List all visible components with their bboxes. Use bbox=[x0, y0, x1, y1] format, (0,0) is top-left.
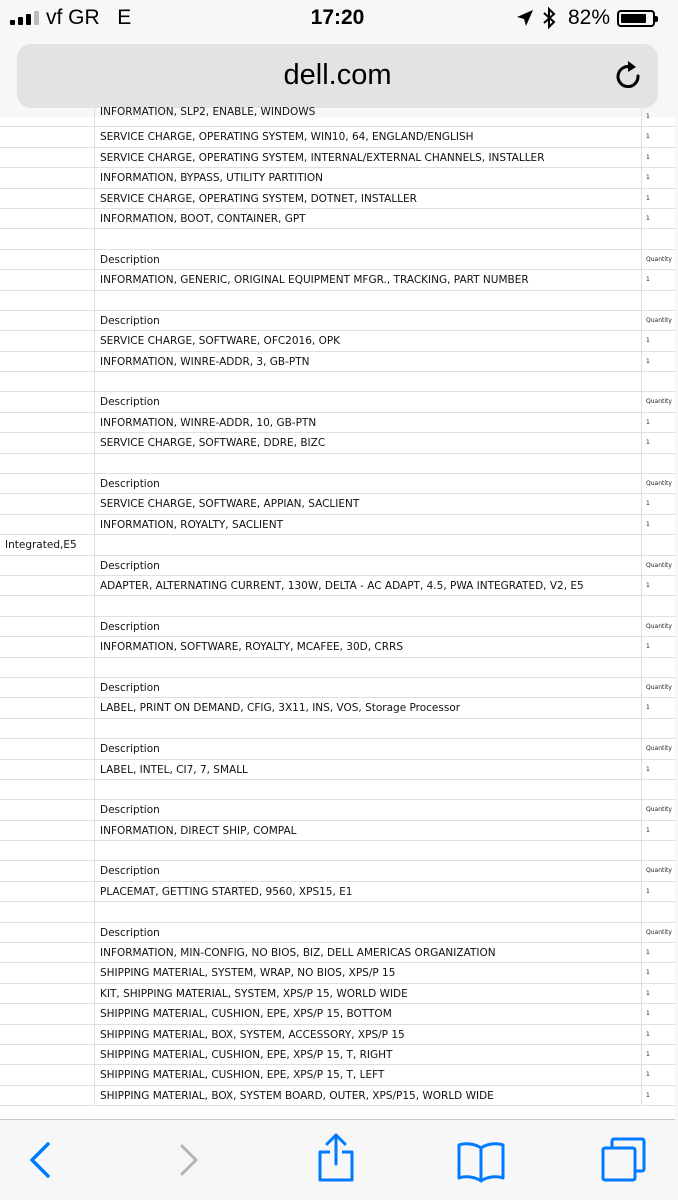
description-cell: INFORMATION, WINRE-ADDR, 3, GB-PTN bbox=[96, 352, 642, 371]
table-row bbox=[0, 1004, 675, 1024]
table-row bbox=[0, 433, 675, 453]
row-label-cell bbox=[0, 719, 95, 738]
chevron-right-icon[interactable] bbox=[176, 1138, 204, 1182]
quantity-cell: Quantity bbox=[646, 480, 672, 488]
description-cell: SERVICE CHARGE, SOFTWARE, APPIAN, SACLIENT bbox=[96, 494, 642, 513]
quantity-cell: 1 bbox=[646, 337, 650, 345]
row-label-cell bbox=[0, 474, 95, 493]
description-cell: INFORMATION, DIRECT SHIP, COMPAL bbox=[96, 821, 642, 840]
description-cell: INFORMATION, WINRE-ADDR, 10, GB-PTN bbox=[96, 413, 642, 432]
row-label-cell bbox=[0, 821, 95, 840]
parts-table bbox=[0, 107, 675, 1106]
description-cell: INFORMATION, BYPASS, UTILITY PARTITION bbox=[96, 168, 642, 187]
row-label-cell bbox=[0, 392, 95, 411]
quantity-cell: 1 bbox=[646, 887, 650, 895]
table-row bbox=[0, 515, 675, 535]
row-label-cell: Integrated,E5 bbox=[0, 535, 95, 554]
row-label-cell bbox=[0, 1045, 95, 1064]
row-label-cell bbox=[0, 331, 95, 350]
table-row bbox=[0, 148, 675, 168]
table-row bbox=[0, 576, 675, 596]
description-cell: SERVICE CHARGE, SOFTWARE, DDRE, BIZC bbox=[96, 433, 642, 452]
row-label-cell bbox=[0, 270, 95, 289]
quantity-cell: Quantity bbox=[646, 806, 672, 814]
row-label-cell bbox=[0, 596, 95, 615]
table-header-row bbox=[0, 800, 675, 820]
table-header-row bbox=[0, 311, 675, 331]
quantity-cell: 1 bbox=[646, 1071, 650, 1079]
quantity-cell: Quantity bbox=[646, 867, 672, 875]
description-cell: SHIPPING MATERIAL, SYSTEM, WRAP, NO BIOS, XPS/P 15 bbox=[96, 963, 642, 982]
table-header-row bbox=[0, 556, 675, 576]
row-label-cell bbox=[0, 291, 95, 310]
row-label-cell bbox=[0, 780, 95, 799]
table-row bbox=[0, 637, 675, 657]
quantity-cell bbox=[643, 719, 678, 738]
description-cell bbox=[96, 902, 642, 921]
row-label-cell bbox=[0, 127, 95, 146]
description-cell: INFORMATION, SLP2, ENABLE, WINDOWS bbox=[96, 107, 642, 126]
description-cell: SERVICE CHARGE, OPERATING SYSTEM, WIN10, 64, ENGLAND/ENGLISH bbox=[96, 127, 642, 146]
quantity-cell: Quantity bbox=[646, 622, 672, 630]
quantity-cell bbox=[643, 454, 678, 473]
quantity-cell: 1 bbox=[646, 581, 650, 589]
table-header-row bbox=[0, 392, 675, 412]
description-cell bbox=[96, 719, 642, 738]
network-type: E bbox=[117, 6, 132, 29]
url-text[interactable]: dell.com bbox=[283, 59, 392, 91]
row-label-cell bbox=[0, 943, 95, 962]
table-header-row bbox=[0, 474, 675, 494]
table-row bbox=[0, 1025, 675, 1045]
description-cell: SHIPPING MATERIAL, BOX, SYSTEM BOARD, OUTER, XPS/P15, WORLD WIDE bbox=[96, 1086, 642, 1105]
quantity-cell: 1 bbox=[646, 357, 650, 365]
table-row bbox=[0, 352, 675, 372]
row-label-cell bbox=[0, 372, 95, 391]
description-cell: Description bbox=[96, 474, 642, 493]
row-label-cell bbox=[0, 515, 95, 534]
row-label-cell bbox=[0, 1065, 95, 1084]
share-icon[interactable] bbox=[316, 1132, 356, 1184]
row-label-cell bbox=[0, 556, 95, 575]
quantity-cell: 1 bbox=[646, 765, 650, 773]
table-row bbox=[0, 821, 675, 841]
quantity-cell: 1 bbox=[646, 418, 650, 426]
table-header-row bbox=[0, 923, 675, 943]
quantity-cell: 1 bbox=[646, 214, 650, 222]
description-cell: Description bbox=[96, 678, 642, 697]
description-cell bbox=[96, 780, 642, 799]
row-label-cell bbox=[0, 413, 95, 432]
row-label-cell bbox=[0, 311, 95, 330]
description-cell bbox=[96, 535, 642, 554]
description-cell bbox=[96, 454, 642, 473]
description-cell: LABEL, INTEL, CI7, 7, SMALL bbox=[96, 760, 642, 779]
description-cell: Description bbox=[96, 739, 642, 758]
quantity-cell: Quantity bbox=[646, 255, 672, 263]
quantity-cell bbox=[643, 902, 678, 921]
quantity-cell: 1 bbox=[646, 153, 650, 161]
quantity-cell: 1 bbox=[646, 174, 650, 182]
description-cell: ADAPTER, ALTERNATING CURRENT, 130W, DELTA - AC ADAPT, 4.5, PWA INTEGRATED, V2, E5 bbox=[96, 576, 642, 595]
battery-fill bbox=[621, 14, 646, 23]
table-row bbox=[0, 1065, 675, 1085]
quantity-cell: 1 bbox=[646, 1030, 650, 1038]
description-cell: LABEL, PRINT ON DEMAND, CFIG, 3X11, INS, VOS, Storage Processor bbox=[96, 698, 642, 717]
table-header-row bbox=[0, 861, 675, 881]
description-cell: INFORMATION, SOFTWARE, ROYALTY, MCAFEE, 30D, CRRS bbox=[96, 637, 642, 656]
description-cell: SERVICE CHARGE, OPERATING SYSTEM, DOTNET, INSTALLER bbox=[96, 189, 642, 208]
quantity-cell: Quantity bbox=[646, 745, 672, 753]
table-row bbox=[0, 719, 675, 739]
row-label-cell bbox=[0, 760, 95, 779]
row-label-cell bbox=[0, 1025, 95, 1044]
row-label-cell bbox=[0, 658, 95, 677]
table-row bbox=[0, 209, 675, 229]
quantity-cell: 1 bbox=[646, 500, 650, 508]
quantity-cell bbox=[643, 291, 678, 310]
quantity-cell: Quantity bbox=[646, 561, 672, 569]
description-cell: Description bbox=[96, 311, 642, 330]
quantity-cell: 1 bbox=[646, 194, 650, 202]
table-header-row bbox=[0, 250, 675, 270]
table-row bbox=[0, 943, 675, 963]
description-cell: PLACEMAT, GETTING STARTED, 9560, XPS15, E1 bbox=[96, 882, 642, 901]
row-label-cell bbox=[0, 433, 95, 452]
table-header-row bbox=[0, 739, 675, 759]
address-bar[interactable] bbox=[17, 44, 658, 108]
description-cell: INFORMATION, MIN-CONFIG, NO BIOS, BIZ, DELL AMERICAS ORGANIZATION bbox=[96, 943, 642, 962]
chevron-left-icon[interactable] bbox=[26, 1138, 54, 1182]
table-row bbox=[0, 658, 675, 678]
description-cell: SHIPPING MATERIAL, CUSHION, EPE, XPS/P 15, BOTTOM bbox=[96, 1004, 642, 1023]
description-cell bbox=[96, 229, 642, 248]
row-label-cell bbox=[0, 841, 95, 860]
quantity-cell: Quantity bbox=[646, 928, 672, 936]
row-label-cell bbox=[0, 250, 95, 269]
row-label-cell bbox=[0, 494, 95, 513]
row-label-cell bbox=[0, 189, 95, 208]
table-row bbox=[0, 535, 675, 555]
quantity-cell bbox=[643, 780, 678, 799]
quantity-cell: 1 bbox=[646, 113, 650, 120]
description-cell: SHIPPING MATERIAL, CUSHION, EPE, XPS/P 15, T, LEFT bbox=[96, 1065, 642, 1084]
description-cell: INFORMATION, GENERIC, ORIGINAL EQUIPMENT MFGR., TRACKING, PART NUMBER bbox=[96, 270, 642, 289]
row-label-cell bbox=[0, 678, 95, 697]
quantity-cell bbox=[643, 229, 678, 248]
table-row bbox=[0, 229, 675, 249]
quantity-cell: 1 bbox=[646, 1091, 650, 1099]
table-row bbox=[0, 841, 675, 861]
description-cell: SHIPPING MATERIAL, CUSHION, EPE, XPS/P 15, T, RIGHT bbox=[96, 1045, 642, 1064]
row-label-cell bbox=[0, 739, 95, 758]
quantity-cell: 1 bbox=[646, 1010, 650, 1018]
row-label-cell bbox=[0, 963, 95, 982]
description-cell bbox=[96, 841, 642, 860]
row-label-cell bbox=[0, 148, 95, 167]
bottom-toolbar bbox=[0, 1119, 675, 1200]
carrier-name: vf GR bbox=[46, 6, 100, 29]
table-row bbox=[0, 963, 675, 983]
table-row bbox=[0, 780, 675, 800]
bluetooth-icon bbox=[542, 7, 556, 29]
table-row bbox=[0, 331, 675, 351]
description-cell bbox=[96, 658, 642, 677]
table-row bbox=[0, 372, 675, 392]
description-cell: Description bbox=[96, 923, 642, 942]
description-cell: INFORMATION, BOOT, CONTAINER, GPT bbox=[96, 209, 642, 228]
quantity-cell bbox=[643, 841, 678, 860]
quantity-cell: 1 bbox=[646, 704, 650, 712]
row-label-cell bbox=[0, 454, 95, 473]
quantity-cell: 1 bbox=[646, 643, 650, 651]
quantity-cell: 1 bbox=[646, 969, 650, 977]
table-row bbox=[0, 1086, 675, 1106]
quantity-cell: 1 bbox=[646, 133, 650, 141]
table-row bbox=[0, 596, 675, 616]
row-label-cell bbox=[0, 698, 95, 717]
row-label-cell bbox=[0, 861, 95, 880]
reload-icon[interactable] bbox=[614, 59, 644, 91]
row-label-cell bbox=[0, 617, 95, 636]
table-row bbox=[0, 291, 675, 311]
quantity-cell: 1 bbox=[646, 520, 650, 528]
table-row bbox=[0, 1045, 675, 1065]
table-row bbox=[0, 902, 675, 922]
row-label-cell bbox=[0, 168, 95, 187]
description-cell: INFORMATION, ROYALTY, SACLIENT bbox=[96, 515, 642, 534]
quantity-cell: 1 bbox=[646, 949, 650, 957]
location-arrow-icon bbox=[516, 9, 534, 27]
quantity-cell: 1 bbox=[646, 276, 650, 284]
row-label-cell bbox=[0, 882, 95, 901]
description-cell bbox=[96, 596, 642, 615]
row-label-cell bbox=[0, 229, 95, 248]
description-cell bbox=[96, 291, 642, 310]
table-header-row bbox=[0, 678, 675, 698]
quantity-cell: 1 bbox=[646, 439, 650, 447]
row-label-cell bbox=[0, 1086, 95, 1105]
table-row bbox=[0, 168, 675, 188]
table-row bbox=[0, 882, 675, 902]
table-row bbox=[0, 984, 675, 1004]
quantity-cell bbox=[643, 372, 678, 391]
status-time: 17:20 bbox=[310, 6, 365, 29]
description-cell: Description bbox=[96, 556, 642, 575]
quantity-cell: Quantity bbox=[646, 683, 672, 691]
row-label-cell bbox=[0, 923, 95, 942]
battery-icon bbox=[617, 10, 655, 27]
book-icon[interactable] bbox=[456, 1140, 506, 1184]
description-cell: SERVICE CHARGE, OPERATING SYSTEM, INTERNAL/EXTERNAL CHANNELS, INSTALLER bbox=[96, 148, 642, 167]
quantity-cell: 1 bbox=[646, 826, 650, 834]
table-header-row bbox=[0, 617, 675, 637]
quantity-cell: Quantity bbox=[646, 398, 672, 406]
quantity-cell: 1 bbox=[646, 1050, 650, 1058]
row-label-cell bbox=[0, 209, 95, 228]
page-content[interactable] bbox=[0, 106, 675, 1119]
description-cell: Description bbox=[96, 392, 642, 411]
description-cell: KIT, SHIPPING MATERIAL, SYSTEM, XPS/P 15, WORLD WIDE bbox=[96, 984, 642, 1003]
description-cell: Description bbox=[96, 617, 642, 636]
table-row bbox=[0, 454, 675, 474]
status-bar bbox=[0, 0, 675, 38]
description-cell: Description bbox=[96, 800, 642, 819]
table-row bbox=[0, 698, 675, 718]
tabs-icon[interactable] bbox=[600, 1136, 648, 1184]
row-label-cell bbox=[0, 1004, 95, 1023]
description-cell: Description bbox=[96, 861, 642, 880]
table-row bbox=[0, 270, 675, 290]
battery-percentage: 82% bbox=[568, 6, 611, 29]
quantity-cell: Quantity bbox=[646, 316, 672, 324]
row-label-cell bbox=[0, 637, 95, 656]
quantity-cell bbox=[643, 596, 678, 615]
table-row bbox=[0, 107, 675, 127]
row-label-cell bbox=[0, 576, 95, 595]
row-label-cell bbox=[0, 902, 95, 921]
table-row bbox=[0, 127, 675, 147]
quantity-cell: 1 bbox=[646, 989, 650, 997]
description-cell bbox=[96, 372, 642, 391]
table-row bbox=[0, 189, 675, 209]
table-row bbox=[0, 760, 675, 780]
row-label-cell bbox=[0, 984, 95, 1003]
table-row bbox=[0, 413, 675, 433]
row-label-cell bbox=[0, 352, 95, 371]
description-cell: SHIPPING MATERIAL, BOX, SYSTEM, ACCESSORY, XPS/P 15 bbox=[96, 1025, 642, 1044]
description-cell: Description bbox=[96, 250, 642, 269]
table-row bbox=[0, 494, 675, 514]
row-label-cell bbox=[0, 107, 95, 126]
row-label-cell bbox=[0, 800, 95, 819]
quantity-cell bbox=[643, 658, 678, 677]
description-cell: SERVICE CHARGE, SOFTWARE, OFC2016, OPK bbox=[96, 331, 642, 350]
quantity-cell bbox=[643, 535, 678, 554]
